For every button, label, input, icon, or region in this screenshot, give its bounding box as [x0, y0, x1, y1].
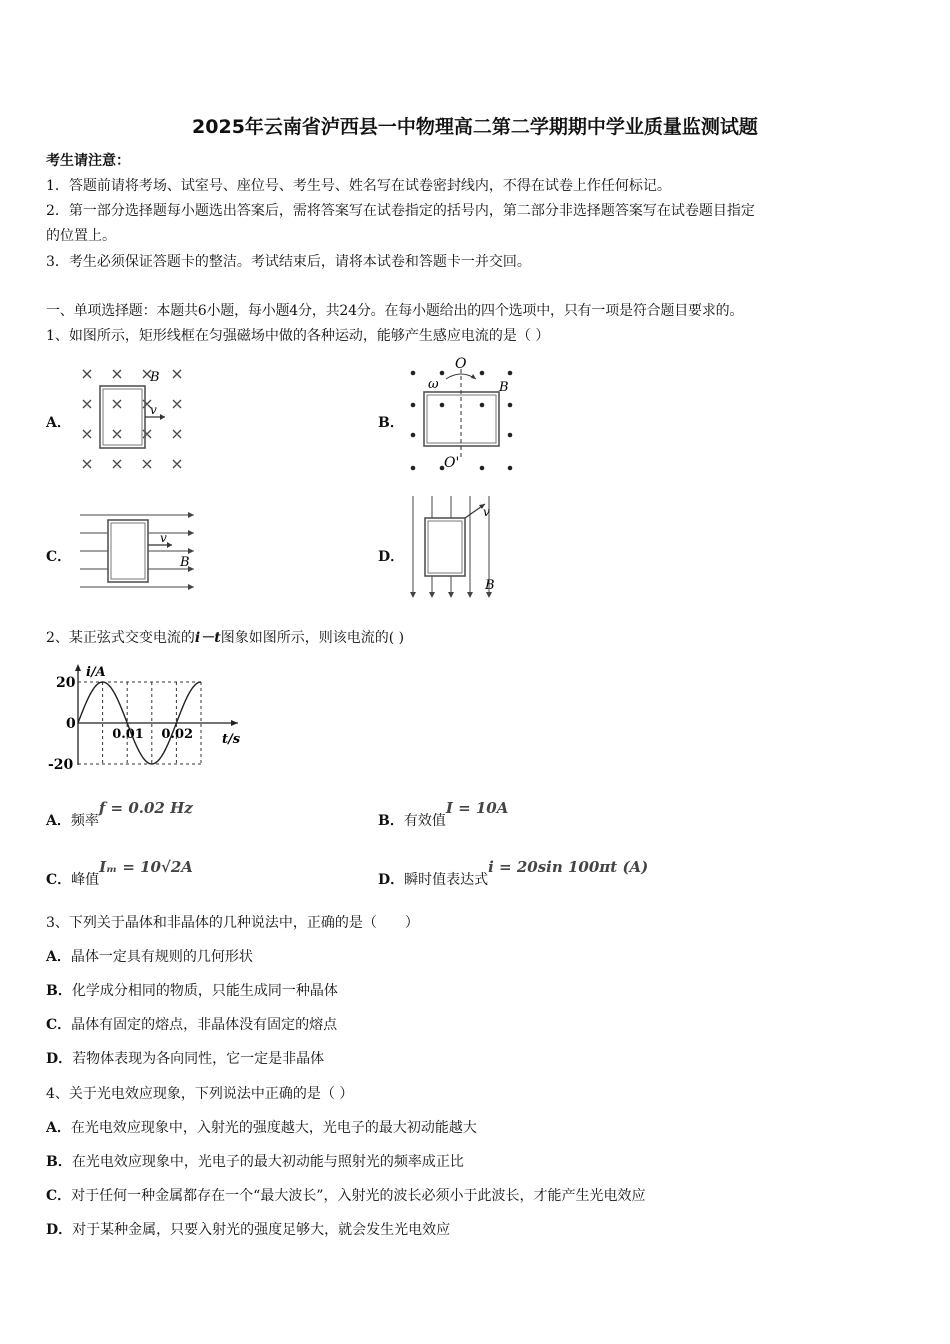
q1-figure-b: [402, 355, 527, 477]
notice-item-2: 2．第一部分选择题每小题选出答案后，需将答案写在试卷指定的括号内，第二部分非选择题答案写在试卷题目指定: [46, 203, 755, 219]
field-label: B: [485, 578, 495, 593]
q4-option-d: D．对于某种金属，只要入射光的强度足够大，就会发生光电效应: [46, 1222, 451, 1238]
q4-option-c: C．对于任何一种金属都存在一个“最大波长”，入射光的波长必须小于此波长，才能产生光电效应: [46, 1188, 646, 1204]
field-label: B: [180, 555, 190, 570]
y-axis-label: i/A: [86, 665, 106, 680]
y-tick-label: 20: [56, 675, 76, 691]
x-axis-label: t/s: [222, 732, 241, 747]
q2-option-d-label: D．: [378, 872, 405, 888]
q2-option-a-text: 频率: [70, 813, 99, 829]
notice-item-3: 3．考生必须保证答题卡的整洁。考试结束后，请将本试卷和答题卡一并交回。: [46, 254, 531, 270]
notice-heading: 考生请注意：: [46, 153, 130, 169]
q2-option-b-label: B．: [378, 813, 404, 829]
page-title: 2025年云南省泸西县一中物理高二第二学期期中学业质量监测试题: [192, 116, 758, 138]
q1-option-d-label: D．: [378, 549, 405, 565]
q2-stem-var: i－t: [194, 630, 221, 646]
q2-chart: [46, 660, 256, 775]
omega-label: ω: [428, 377, 439, 392]
section-heading: 一、单项选择题：本题共6小题，每小题4分，共24分。在每小题给出的四个选项中，只有一项是符合题目要求的。: [46, 303, 744, 319]
velocity-label: v: [483, 505, 490, 519]
notice-item-1: 1．答题前请将考场、试室号、座位号、考生号、姓名写在试卷密封线内，不得在试卷上作任何标记。: [46, 178, 671, 194]
y-tick-label: -20: [48, 757, 74, 773]
q3-option-b: B．化学成分相同的物质，只能生成同一种晶体: [46, 983, 338, 999]
q1-figure-d: [405, 492, 505, 604]
velocity-label: v: [160, 531, 167, 545]
q2-stem-pre: 2、某正弦式交变电流的: [46, 630, 195, 646]
q3-option-d: D．若物体表现为各向同性，它一定是非晶体: [46, 1051, 325, 1067]
q3-option-c: C．晶体有固定的熔点，非晶体没有固定的熔点: [46, 1017, 338, 1033]
y-tick-label: 0: [66, 716, 76, 732]
q2-option-d-text: 瞬时值表达式: [404, 872, 489, 888]
x-axis-arrow: [231, 720, 238, 726]
field-label: B: [150, 370, 160, 385]
q2-option-a-label: A．: [46, 813, 71, 829]
y-axis-arrow: [75, 664, 81, 671]
field-label: B: [499, 380, 509, 395]
q3-option-a: A．晶体一定具有规则的几何形状: [46, 949, 253, 965]
notice-item-2-cont: 的位置上。: [46, 228, 116, 244]
q2-option-b-text: 有效值: [403, 813, 446, 829]
velocity-label: v: [150, 403, 157, 417]
q2-option-b: [378, 799, 509, 830]
q4-option-a: A．在光电效应现象中，入射光的强度越大，光电子的最大初动能越大: [46, 1120, 477, 1136]
q3-stem: 3、下列关于晶体和非晶体的几种说法中，正确的是（ ）: [46, 915, 419, 931]
q1-option-c-label: C．: [46, 549, 72, 565]
x-tick-label: 0.02: [161, 727, 194, 742]
q2-option-a: [46, 799, 193, 830]
q1-figure-c: [76, 505, 201, 597]
q1-figure-a: [70, 362, 200, 477]
q2-option-c: [46, 858, 193, 889]
q4-stem: 4、关于光电效应现象，下列说法中正确的是（ ）: [46, 1086, 354, 1102]
field-crosses: [83, 370, 181, 468]
q2-stem-post: 图象如图所示，则该电流的( ): [220, 630, 405, 646]
q1-stem: 1、如图所示，矩形线框在匀强磁场中做的各种运动，能够产生感应电流的是（ ）: [46, 328, 550, 344]
axis-label-top: O: [455, 356, 467, 372]
q1-option-b-label: B．: [378, 415, 404, 431]
axis-label-bottom: O': [444, 455, 460, 471]
q2-option-d: [378, 858, 649, 889]
q2-option-c-text: 峰值: [71, 872, 100, 888]
q2-option-b-formula: I = 10A: [445, 799, 509, 817]
q2-option-d-formula: i = 20sin 100πt (A): [488, 858, 649, 876]
q2-option-c-label: C．: [46, 872, 72, 888]
q2-option-c-formula: Iₘ = 10√2A: [99, 858, 193, 876]
q4-option-b: B．在光电效应现象中，光电子的最大初动能与照射光的频率成正比: [46, 1154, 464, 1170]
x-tick-label: 0.01: [112, 727, 144, 742]
q2-stem: [46, 629, 404, 647]
q2-option-a-formula: f = 0.02 Hz: [98, 799, 193, 817]
q1-option-a-label: A．: [46, 415, 71, 431]
